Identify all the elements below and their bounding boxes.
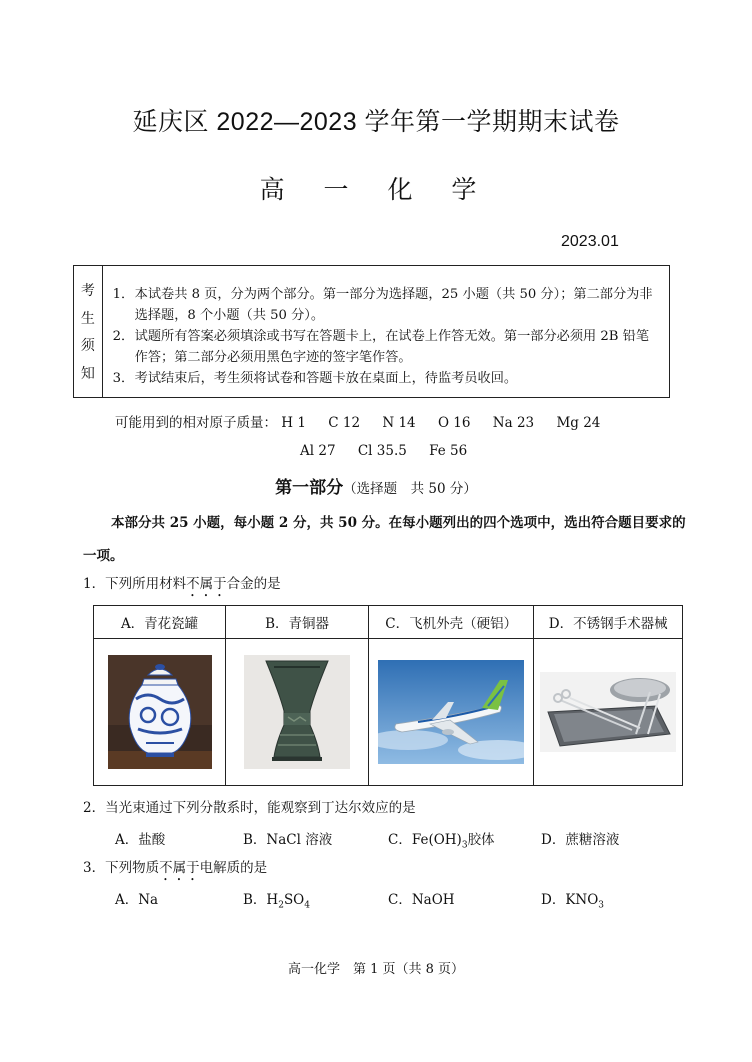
option-a-label[interactable]: A．青花瓷罐 bbox=[94, 606, 226, 639]
question-stem-text: 合金的是 bbox=[226, 576, 281, 592]
question-stem-text: 3．下列物质 bbox=[83, 860, 160, 876]
atomic-mass-entry: C 12 bbox=[328, 415, 361, 431]
option-c-label[interactable]: C．飞机外壳（硬铝） bbox=[368, 606, 533, 639]
notice-item bbox=[113, 326, 661, 368]
atomic-mass-entry: O 16 bbox=[437, 415, 471, 431]
atomic-mass-entry: N 14 bbox=[382, 415, 416, 431]
notice-item-number: 2． bbox=[112, 329, 135, 344]
porcelain-jar-image bbox=[108, 655, 212, 769]
candidate-notice-box bbox=[73, 265, 670, 398]
exam-date: 2023.01 bbox=[561, 233, 619, 250]
notice-item-number: 3． bbox=[112, 371, 135, 386]
question-stem-text: 1．下列所用材料 bbox=[83, 576, 187, 592]
choice-c-subscript: 3 bbox=[461, 840, 468, 851]
notice-label-char: 知 bbox=[80, 366, 95, 383]
question-3-stem bbox=[83, 856, 267, 884]
part-one-heading bbox=[0, 473, 752, 498]
part-one-instructions: 本部分共 25 小题，每小题 2 分，共 50 分。在每小题列出的四个选项中，选出符合题目要求的一项。 bbox=[83, 515, 686, 564]
option-d-image-cell[interactable] bbox=[534, 639, 683, 786]
choice-b-text: B．H bbox=[243, 892, 279, 908]
question-1-options-table bbox=[93, 605, 683, 786]
page-footer: 高一化学 第 1 页（共 8 页） bbox=[287, 962, 465, 977]
atomic-mass-prefix: 可能用到的相对原子质量： bbox=[115, 415, 277, 431]
exam-title: 延庆区 2022—2023 学年第一学期期末试卷 bbox=[132, 108, 620, 136]
choice-c[interactable] bbox=[388, 828, 495, 851]
choice-b[interactable]: B．NaCl 溶液 bbox=[243, 832, 333, 848]
notice-label bbox=[74, 266, 103, 397]
choice-a[interactable]: A．盐酸 bbox=[115, 832, 166, 848]
emphasis-text: 不属于 bbox=[159, 860, 200, 876]
atomic-mass-entry: Cl 35.5 bbox=[357, 443, 407, 459]
notice-item-text: 考试结束后，考生须将试卷和答题卡放在桌面上，待监考员收回。 bbox=[134, 371, 518, 386]
notice-item bbox=[113, 284, 661, 326]
choice-c[interactable]: C．NaOH bbox=[388, 892, 455, 908]
atomic-mass-entry: Na 23 bbox=[492, 415, 535, 431]
atomic-mass-line-2 bbox=[300, 443, 485, 459]
atomic-mass-entry: Fe 56 bbox=[429, 443, 468, 459]
choice-c-tail: 胶体 bbox=[467, 832, 495, 848]
part-one-title: 第一部分 bbox=[275, 478, 344, 498]
bronze-vessel-image bbox=[244, 655, 350, 769]
notice-item-number: 1． bbox=[112, 287, 135, 302]
option-b-image-cell[interactable] bbox=[226, 639, 369, 786]
question-2-stem: 2．当光束通过下列分散系时，能观察到丁达尔效应的是 bbox=[83, 800, 416, 816]
atomic-mass-entry: Mg 24 bbox=[556, 415, 601, 431]
atomic-mass-entry: Al 27 bbox=[300, 443, 336, 459]
choice-d-subscript: 3 bbox=[598, 900, 605, 911]
choice-b-text-mid: SO bbox=[283, 892, 305, 908]
option-a-image-cell[interactable] bbox=[94, 639, 226, 786]
notice-item-text: 本试卷共 8 页，分为两个部分。第一部分为选择题，25 小题（共 50 分）；第二部分为非选择题，8 个小题（共 50 分）。 bbox=[134, 287, 653, 323]
notice-label-char: 考 bbox=[80, 282, 95, 299]
atomic-mass-entry: H 1 bbox=[281, 415, 306, 431]
exam-subject: 高 一 化 学 bbox=[259, 176, 493, 204]
choice-b[interactable] bbox=[243, 888, 310, 911]
notice-item bbox=[113, 368, 661, 389]
choice-c-text: C．Fe(OH) bbox=[388, 832, 462, 848]
choice-d-text: D．KNO bbox=[541, 892, 599, 908]
choice-d[interactable]: D．蔗糖溶液 bbox=[541, 832, 620, 848]
airplane-image bbox=[378, 660, 524, 764]
notice-label-char: 生 bbox=[80, 310, 95, 327]
notice-item-text: 试题所有答案必须填涂或书写在答题卡上，在试卷上作答无效。第一部分必须用 2B 铅笔作答；第二部分必须用黑色字迹的签字笔作答。 bbox=[134, 329, 650, 365]
notice-body bbox=[103, 266, 669, 397]
choice-b-subscript: 4 bbox=[304, 900, 310, 911]
question-stem-text: 电解质的是 bbox=[199, 860, 268, 876]
part-one-note: （选择题 共 50 分） bbox=[343, 481, 477, 497]
option-b-label[interactable]: B．青铜器 bbox=[226, 606, 369, 639]
atomic-mass-line-1 bbox=[115, 411, 618, 431]
notice-label-char: 须 bbox=[80, 338, 95, 355]
choice-a[interactable]: A．Na bbox=[115, 892, 159, 908]
surgical-instruments-image bbox=[540, 672, 676, 752]
option-d-label[interactable]: D．不锈钢手术器械 bbox=[534, 606, 683, 639]
emphasis-text: 不属于 bbox=[186, 576, 227, 592]
choice-b-subscript: 2 bbox=[278, 900, 284, 911]
choice-d[interactable] bbox=[541, 888, 604, 911]
question-1-stem bbox=[83, 572, 281, 600]
option-c-image-cell[interactable] bbox=[368, 639, 533, 786]
